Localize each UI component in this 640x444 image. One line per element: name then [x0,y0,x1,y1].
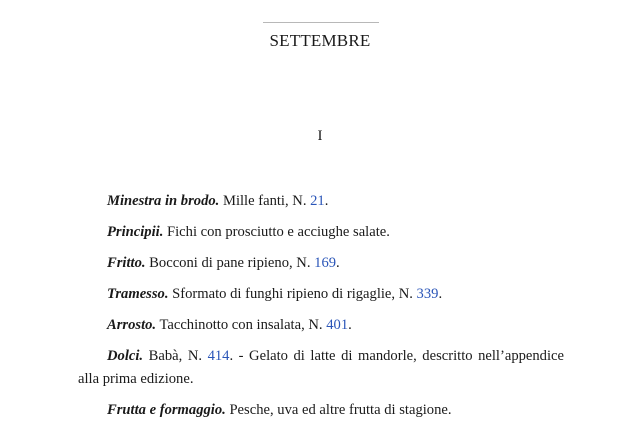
recipe-link[interactable]: 339 [416,286,439,302]
course-text: Tacchinotto con insalata, N. [156,317,327,333]
course-label: Tramesso. [107,286,169,302]
course-label: Fritto. [107,255,146,271]
course-text: Sformato di funghi ripieno di rigaglie, N. [168,286,417,302]
menu-item-tramesso [78,283,564,306]
menu-item-frutta [78,399,564,422]
course-label: Minestra in brodo. [107,193,220,209]
course-label: Frutta e formaggio. [107,402,226,418]
recipe-link[interactable]: 414 [207,348,230,364]
course-text-end: . [348,317,352,333]
course-text-end: . - Gelato di latte di mandorle, descritto nell’appendice alla prima edizione. [78,348,564,387]
recipe-link[interactable]: 21 [310,193,325,209]
course-text-end: . [438,286,443,302]
menu-item-arrosto [78,314,564,337]
section-numeral: I [317,128,323,144]
course-text: Babà, N. [143,348,208,364]
chapter-heading: SETTEMBRE [269,31,371,50]
course-text: Fichi con prosciutto e acciughe salate. [163,224,390,240]
menu-item-minestra [78,190,564,213]
menu-item-principii [78,221,564,244]
course-text: Pesche, uva ed altre frutta di stagione. [225,402,452,418]
course-label: Arrosto. [107,317,157,333]
course-text: Bocconi di pane ripieno, N. [145,255,315,271]
menu-item-dolci [78,345,564,391]
recipe-link[interactable]: 169 [314,255,337,271]
recipe-link[interactable]: 401 [326,317,349,333]
course-text-end: . [336,255,340,271]
menu-list [78,190,564,430]
heading-rule [263,22,379,23]
course-label: Dolci. [107,348,144,364]
menu-item-fritto [78,252,564,275]
course-label: Principii. [107,224,164,240]
course-text: Mille fanti, N. [219,193,311,209]
course-text-end: . [324,193,329,209]
